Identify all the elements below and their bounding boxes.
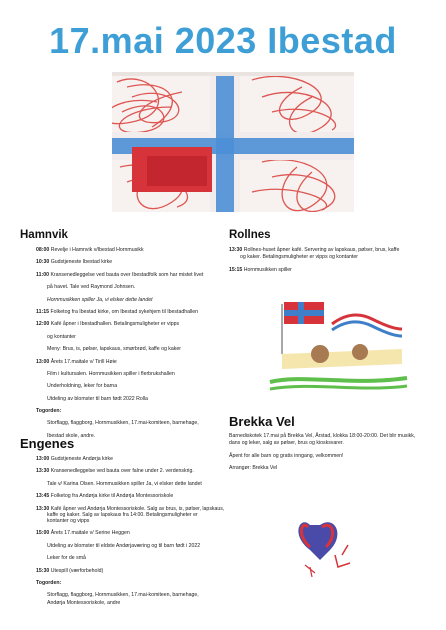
program-item: Meny: Brus, is, pølser, lapskaus, smørbrød, kaffe og kaker (47, 346, 181, 353)
hamnvik-program (36, 248, 226, 439)
hamnvik-heading: Hamnvik (20, 229, 68, 241)
paragraph-line: dans og leker, salg av pølser, brus og kiosksvarer. (229, 440, 344, 447)
engenes-heading: Engenes (20, 436, 75, 451)
program-item: Leker for de små (47, 555, 86, 562)
program-item: 11:00 Kransenedleggelse ved bauta over Ibestadfolk som har mistet livet (36, 271, 204, 278)
program-item: 15:00 Årets 17.maitale v/ Serine Heggen (36, 530, 130, 537)
program-item: kontanter og vipps (47, 517, 90, 524)
togorden-line: Storflagg, flaggborg, Hornmusikken, 17.mai-komiteen, barnehage, (47, 592, 199, 599)
program-item: og kaker. Betalingsmuligheter er vipps og kontanter (240, 254, 358, 261)
paragraph-line: Åpent for alle barn og gratis inngang, velkommen! (229, 452, 344, 459)
brekka-heading: Brekka Vel (229, 414, 295, 429)
togorden-line: Storflagg, flaggborg, Hornmusikken, 17.mai-komiteen, barnehage, (47, 420, 199, 427)
heart-drawing-image (290, 505, 370, 585)
brekka-program (229, 434, 434, 471)
program-item: Hornmusikken spiller Ja, vi elsker dette landet (47, 296, 153, 303)
program-item: 13:00 Årets 17.maitale v/ Tirill Høie (36, 358, 117, 365)
program-item: på havet. Tale ved Raymond Johnsen. (47, 284, 136, 291)
togorden-line: Ibestad skole, andre. (47, 432, 96, 439)
paragraph-line: Barnediskotek 17.mai på Brekka Vel, Årstad, klokka 18:00-20:00. Det blir musikk, (229, 433, 416, 439)
program-item: kaffe og kaker. Salg av lapskaus fra 14:00. Betalingsmuligheter er (47, 511, 198, 518)
kids-drawing-image (262, 294, 412, 394)
program-item: Film i kultursalen. Hornmusikken spiller i flerbrukshallen (47, 370, 175, 377)
engenes-program (36, 457, 226, 606)
program-item: Tale v/ Karina Olsen. Hornmusikken spiller Ja, vi elsker dette landet (47, 480, 202, 487)
flag-drawing-image (112, 72, 354, 212)
program-item: 13:00 Gudstjeneste Andørja kirke (36, 456, 114, 462)
program-item: Utdeling av blomster til barn født 2022 Rolla (47, 395, 148, 402)
program-item: 11:15 Folketog fra Ibestad kirke, om Ibestad sykehjem til Ibestadhallen (36, 308, 199, 315)
program-item: 13:30 Kransenedleggelse ved bauta over falne under 2. verdenskrig. (36, 468, 194, 475)
page-title: 17.mai 2023 Ibestad (49, 20, 397, 61)
program-item: Underholdning, leker for barna (47, 383, 118, 390)
program-item: 15:30 Utespill (værforbehold) (36, 567, 104, 574)
togorden-label: Togorden: (36, 579, 62, 586)
rollnes-heading: Rollnes (229, 229, 271, 241)
program-item: 15:15 Hornmusikken spiller (229, 266, 292, 273)
program-item: 13:30 Rollnes-huset åpner kafé. Servering av lapskaus, pølser, brus, kaffe (229, 247, 400, 253)
togorden-line: Andørja Montessoriskole, andre (47, 599, 121, 606)
rollnes-program (229, 248, 434, 273)
togorden-label: Togorden: (36, 408, 62, 415)
program-item: Utdeling av blomster til eldste Andørjaværing og til barn født i 2022 (47, 542, 201, 549)
program-item: 12:00 Kafé åpner i Ibestadhallen. Betalingsmuligheter er vipps (36, 321, 180, 328)
paragraph-line: Arrangør: Brekka Vel (229, 464, 278, 471)
program-item: 13:45 Folketog fra Andørja kirke til Andørja Montessoriskole (36, 493, 174, 500)
program-item: 13:30 Kafé åpner ved Andørja Montessoriskole. Salg av brus, is, pølser, lapskaus, (36, 505, 225, 512)
program-item: 10:30 Gudstjeneste Ibestad kirke (36, 259, 113, 266)
program-item: 08:00 Revelje i Hamnvik v/Ibestad Hornmusikk (36, 247, 144, 253)
program-item: og kontanter (47, 333, 76, 340)
